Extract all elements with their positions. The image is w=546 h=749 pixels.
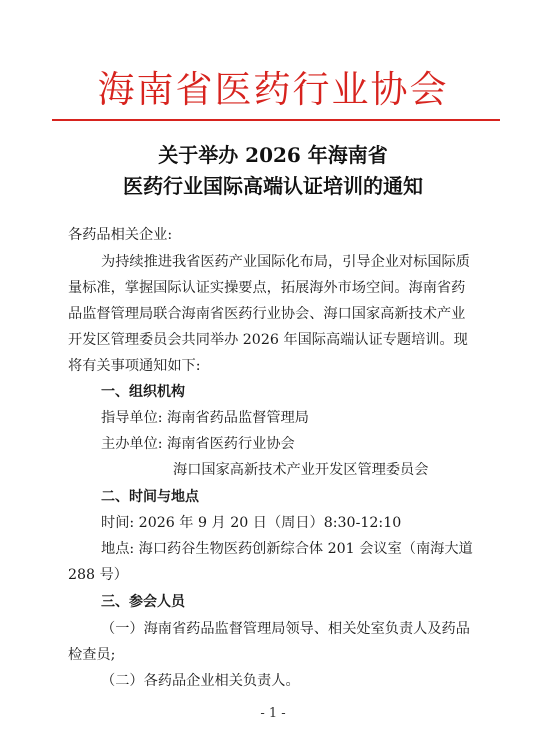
- attendee-item-2: （二）各药品企业相关负责人。: [101, 673, 300, 689]
- org-letterhead-title: 海南省医药行业协会: [97, 68, 449, 111]
- section-heading-organization: 一、组织机构: [101, 384, 185, 400]
- guiding-unit: 指导单位: 海南省药品监督管理局: [101, 410, 309, 426]
- intro-line: 品监督管理局联合海南省医药行业协会、海口国家高新技术产业: [68, 306, 466, 322]
- event-time: 时间: 2026 年 9 月 20 日（周日）8:30-12:10: [101, 515, 402, 531]
- letterhead-red-rule: [52, 119, 500, 121]
- event-place: 地点: 海口药谷生物医药创新综合体 201 会议室（南海大道: [101, 541, 473, 557]
- intro-line: 量标准，掌握国际认证实操要点，拓展海外市场空间。海南省药: [68, 280, 466, 296]
- event-place-continued: 288 号）: [68, 567, 128, 583]
- intro-line: 为持续推进我省医药产业国际化布局，引导企业对标国际质: [101, 254, 470, 270]
- intro-line: 将有关事项通知如下:: [68, 358, 201, 374]
- host-unit-second: 海口国家高新技术产业开发区管理委员会: [173, 462, 429, 478]
- section-heading-time-place: 二、时间与地点: [101, 489, 199, 505]
- host-unit: 主办单位: 海南省医药行业协会: [101, 436, 295, 452]
- document-title-line1: 关于举办 2026 年海南省: [158, 143, 388, 167]
- section-heading-attendees: 三、参会人员: [101, 594, 185, 610]
- page-number: - 1 -: [260, 706, 286, 721]
- attendee-item-1-continued: 检查员;: [68, 647, 116, 663]
- salutation: 各药品相关企业:: [68, 227, 173, 243]
- attendee-item-1: （一）海南省药品监督管理局领导、相关处室负责人及药品: [101, 621, 470, 637]
- document-title-line2: 医药行业国际高端认证培训的通知: [123, 174, 423, 198]
- intro-line: 开发区管理委员会共同举办 2026 年国际高端认证专题培训。现: [68, 332, 468, 348]
